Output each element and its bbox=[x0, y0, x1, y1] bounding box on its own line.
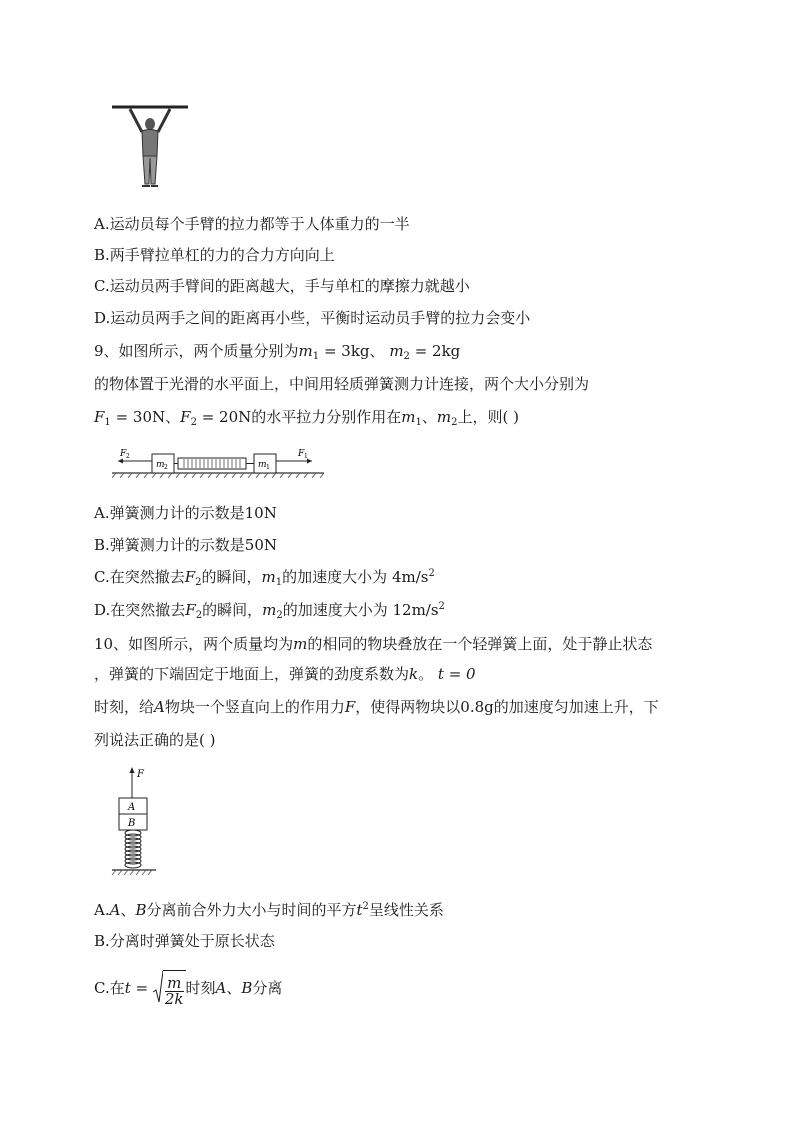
gymnast-drawing bbox=[108, 98, 198, 190]
q10-stem-line1: 10、如图所示，两个质量均为m的相同的物块叠放在一个轻弹簧上面，处于静止状态 bbox=[94, 635, 653, 653]
svg-text:2: 2 bbox=[126, 453, 130, 460]
q9-option-d[interactable]: D.在突然撤去$F_2$的瞬间，$m_2$的加速度大小为 $12m/s^2$ bbox=[94, 601, 445, 621]
blocks-spring-figure bbox=[112, 446, 324, 486]
stacked-blocks-figure bbox=[108, 764, 188, 878]
q9-option-b[interactable]: B.弹簧测力计的示数是50N bbox=[94, 536, 278, 554]
block-a-label: A bbox=[128, 802, 136, 813]
q10-option-a[interactable]: A.A、B分离前合外力大小与时间的平方$t^2$呈线性关系 bbox=[94, 901, 444, 919]
stacked-blocks-drawing bbox=[108, 764, 188, 878]
q9-stem-line1: 9、如图所示，两个质量分别为$m_1 = 3kg$、 $m_2 = 2kg$ bbox=[94, 342, 461, 362]
sqrt-expression: $\frac{m}{2k}$ bbox=[153, 970, 186, 1008]
gymnast-figure bbox=[108, 98, 198, 190]
q9-option-a[interactable]: A.弹簧测力计的示数是10N bbox=[94, 504, 277, 522]
q10-stem-line3: 时刻，给A物块一个竖直向上的作用力F，使得两物块以0.8g的加速度匀加速上升，下 bbox=[94, 698, 659, 716]
f1-label: F bbox=[298, 449, 305, 459]
svg-text:2: 2 bbox=[164, 464, 168, 471]
q9-option-c[interactable]: C.在突然撤去$F_2$的瞬间，$m_1$的加速度大小为 $4m/s^2$ bbox=[94, 568, 435, 588]
q10-option-c[interactable]: C.在t = $\frac{m}{2k}$ 时刻A、B分离 bbox=[94, 970, 282, 1008]
m1-label: m bbox=[258, 460, 267, 470]
q8-option-a[interactable]: A.运动员每个手臂的拉力都等于人体重力的一半 bbox=[94, 215, 410, 233]
q10-option-b[interactable]: B.分离时弹簧处于原长状态 bbox=[94, 932, 275, 950]
q9-stem-line2: 的物体置于光滑的水平面上，中间用轻质弹簧测力计连接，两个大小分别为 bbox=[94, 375, 590, 393]
q8-option-b[interactable]: B.两手臂拉单杠的力的合力方向向上 bbox=[94, 246, 335, 264]
svg-text:1: 1 bbox=[304, 453, 308, 460]
q10-stem-line2: ，弹簧的下端固定于地面上，弹簧的劲度系数为k。 t = 0 bbox=[94, 665, 476, 683]
q9-stem-line3: $F_1 = 30N$、$F_2 = 20N$的水平拉力分别作用在$m_1$、$m_2$上，则( ) bbox=[94, 408, 520, 428]
force-label: F bbox=[137, 769, 144, 780]
blocks-spring-drawing bbox=[112, 446, 324, 486]
q8-option-c[interactable]: C.运动员两手臂间的距离越大，手与单杠的摩擦力就越小 bbox=[94, 277, 470, 295]
f2-label: F bbox=[120, 449, 127, 459]
block-b-label: B bbox=[128, 818, 136, 829]
q8-option-d[interactable]: D.运动员两手之间的距离再小些，平衡时运动员手臂的拉力会变小 bbox=[94, 309, 531, 327]
svg-text:1: 1 bbox=[266, 464, 270, 471]
q10-stem-line4: 列说法正确的是( ) bbox=[94, 731, 216, 749]
m2-label: m bbox=[156, 460, 165, 470]
